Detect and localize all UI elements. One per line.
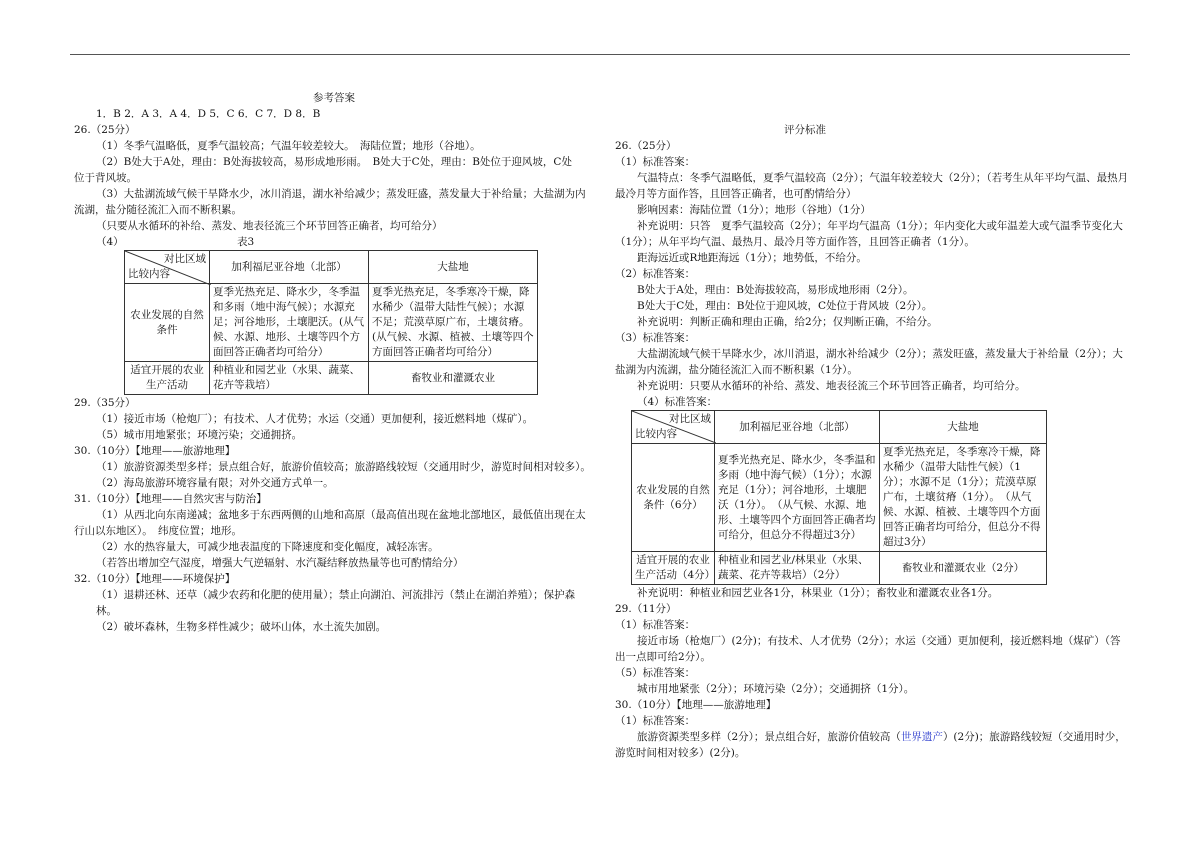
r-s2-line-a: B处大于A处，理由：B处海拔较高，易形成地形雨（2分）。 bbox=[637, 284, 914, 296]
r-q30-s1-line-b: 游览时间相对较多）(2分)。 bbox=[615, 747, 746, 759]
row-header-activities: 适宜开展的农业生产活动 bbox=[125, 362, 210, 395]
r-corner-bottom: 比较内容 bbox=[635, 428, 677, 440]
comparison-table bbox=[124, 250, 538, 395]
col-header-great-basin: 大盐地 bbox=[369, 251, 538, 284]
q31-part1-line1: （1）从西北向东南递减；盆地多于东西两侧的山地和高原（最高值出现在盆地北部地区，最低值出现在太 bbox=[96, 509, 586, 521]
diagonal-line bbox=[125, 251, 211, 285]
scoring-title: 评分标准 bbox=[784, 124, 826, 136]
r-table-corner bbox=[632, 411, 715, 444]
q30-heading: 30.（10分）【地理——旅游地理】 bbox=[74, 445, 236, 457]
r-q30-s1-text-1: 旅游资源类型多样（2分）；景点组合好，旅游价值较高（ bbox=[637, 731, 901, 743]
answer-key-title: 参考答案 bbox=[313, 92, 355, 104]
table-caption: 表3 bbox=[237, 236, 255, 248]
q26-part2-line1: （2）B处大于A处，理由：B处海拔较高，易形成地形雨。 B处大于C处，理由：B处位于迎风坡，C处 bbox=[96, 156, 572, 168]
r-q30-s1-label: （1）标准答案： bbox=[615, 715, 696, 727]
r-s1-line-e: （1分）；从年平均气温、最热月、最冷月等方面作答，且回答正确者（1分）。 bbox=[615, 236, 975, 248]
r-s3-line-a: 大盐湖流域气候干旱降水少，冰川消退，湖水补给减少（2分）；蒸发旺盛，蒸发量大于补给量（2分）；大 bbox=[637, 348, 1123, 360]
r-q29-s1-line-a: 接近市场（枪炮厂）(2分)；有技术、人才优势（2分）；水运（交通）更加便利，接近燃料地（煤矿）（答 bbox=[637, 635, 1121, 647]
r-s3-line-b: 盐湖为内流湖，盐分随径流汇入而不断积累（1分）。 bbox=[615, 364, 858, 376]
r-q29-s1-line-b: 出一点即可给2分）。 bbox=[615, 651, 711, 663]
r-q30-s1-text-2: ）(2分)；旅游路线较短（交通用时少， bbox=[942, 731, 1126, 743]
r-q29-s1-label: （1）标准答案： bbox=[615, 619, 696, 631]
q26-part4-label bbox=[74, 234, 594, 250]
q26-part4-num: （4） bbox=[96, 236, 124, 248]
q31-note: （若答出增加空气湿度，增强大气逆辐射、水汽凝结释放热量等也可酌情给分） bbox=[96, 557, 464, 569]
r-s1-line-c: 影响因素：海陆位置（1分）；地形（谷地）（1分） bbox=[637, 204, 871, 216]
cell-activities-great-basin: 畜牧业和灌溉农业 bbox=[369, 362, 538, 395]
q31-part1-line2: 行山以东地区）。 纬度位置；地形。 bbox=[74, 525, 242, 537]
r-col-header-california: 加利福尼亚谷地（北部） bbox=[715, 411, 880, 444]
q30-part1: （1）旅游资源类型多样；景点组合好，旅游价值较高；旅游路线较短（交通用时少，游览时间相对较多）。 bbox=[96, 461, 591, 473]
r-q29-s5-label: （5）标准答案： bbox=[615, 667, 696, 679]
r-s1-line-f: 距海远近或R地距海远（1分）；地势低，不给分。 bbox=[637, 252, 867, 264]
row-header-conditions: 农业发展的自然条件 bbox=[125, 284, 210, 362]
q29-part1: （1）接近市场（枪炮厂）；有技术、人才优势；水运（交通）更加便利，接近燃料地（煤矿）。 bbox=[96, 413, 534, 425]
q26-part1: （1）冬季气温略低，夏季气温较高；气温年较差较大。 海陆位置；地形（谷地）。 bbox=[96, 140, 481, 152]
q26-heading: 26.（25分） bbox=[74, 124, 136, 136]
r-cell-activities-great-basin: 畜牧业和灌溉农业（2分） bbox=[880, 552, 1047, 585]
q26-part2-line2: 位于背风坡。 bbox=[74, 172, 137, 184]
r-s3-label: （3）标准答案： bbox=[615, 332, 696, 344]
r-q29-s5-line-a: 城市用地紧张（2分）；环境污染（2分）；交通拥挤（1分）。 bbox=[637, 683, 915, 695]
corner-top: 对比区域 bbox=[164, 253, 206, 265]
q32-part1: （1）退耕还林、还草（减少农药和化肥的使用量）；禁止向湖泊、河流排污（禁止在湖泊养殖）；保护森林。 bbox=[96, 589, 576, 617]
cell-conditions-great-basin: 夏季光热充足，冬季寒冷干燥，降水稀少（温带大陆性气候）；水源不足；荒漠草原广布，土壤贫瘠。(从气候、水源、植被、土壤等四个方面回答正确者均可给分） bbox=[369, 284, 538, 362]
r-q29-heading: 29.（11分） bbox=[615, 603, 677, 615]
q30-part2: （2）海岛旅游环境容量有限；对外交通方式单一。 bbox=[96, 477, 334, 489]
r-s2-line-c: 补充说明：判断正确和理由正确，给2分；仅判断正确，不给分。 bbox=[637, 316, 938, 328]
r-row-header-activities: 适宜开展的农业生产活动（4分） bbox=[632, 552, 715, 585]
r-s1-label: （1）标准答案： bbox=[615, 156, 696, 168]
q26-part3-line1: （3）大盐湖流域气候干旱降水少，冰川消退，湖水补给减少；蒸发旺盛，蒸发量大于补给量；大盐湖为内 bbox=[96, 188, 586, 200]
r-cell-conditions-california: 夏季光热充足、降水少，冬季温和多雨（地中海气候）（1分）；水源充足（1分）；河谷地形，土壤肥沃（1分）。 （从气候、水源、地形、土壤等四个方面回答正确者均可给分，但总分不得超过3分） bbox=[715, 444, 880, 552]
top-rule bbox=[70, 54, 1130, 55]
r-q26-heading: 26.（25分） bbox=[615, 140, 677, 152]
r-s1-line-b: 最冷月等方面作答，且回答正确者，也可酌情给分） bbox=[615, 188, 857, 200]
q26-part3-line2: 流湖，盐分随径流汇入而不断积累。 bbox=[74, 204, 242, 216]
r-q30-heading: 30.（10分）【地理——旅游地理】 bbox=[615, 699, 777, 711]
r-col-header-great-basin: 大盐地 bbox=[880, 411, 1047, 444]
mc-answers: 1．B 2．A 3．A 4．D 5．C 6．C 7．D 8．B bbox=[96, 108, 321, 120]
r-s1-line-d: 补充说明：只答 夏季气温较高（2分）；年平均气温高（1分）；年内变化大或年温差大或气温季节变化大 bbox=[637, 220, 1123, 232]
q31-heading: 31.（10分）【地理——自然灾害与防治】 bbox=[74, 493, 267, 505]
r-s3-line-c: 补充说明：只要从水循环的补给、蒸发、地表径流三个环节回答正确者，均可给分。 bbox=[637, 380, 1026, 392]
r-s2-label: （2）标准答案： bbox=[615, 268, 696, 280]
scoring-table bbox=[631, 410, 1047, 585]
q29-heading: 29.（35分） bbox=[74, 397, 136, 409]
r-q30-s1-line-a bbox=[615, 729, 1135, 745]
r-cell-conditions-great-basin: 夏季光热充足，冬季寒冷干燥，降水稀少（温带大陆性气候）（1分）；水源不足（1分）；荒漠草原广布，土壤贫瘠（1分）。 （从气候、水源、植被、土壤等四个方面回答正确者均可给分，但总分不得超过3分） bbox=[880, 444, 1047, 552]
answer-key-column bbox=[74, 90, 594, 635]
cell-conditions-california: 夏季光热充足、降水少，冬季温和多雨（地中海气候）；水源充足；河谷地形，土壤肥沃。(从气候、水源、地形、土壤等四个方面回答正确者均可给分） bbox=[210, 284, 369, 362]
r-s4-label: （4）标准答案： bbox=[637, 396, 718, 408]
q31-part2: （2）水的热容量大，可减少地表温度的下降速度和变化幅度，减轻冻害。 bbox=[96, 541, 439, 553]
q26-part3-note: （只要从水循环的补给、蒸发、地表径流三个环节回答正确者，均可给分） bbox=[96, 220, 443, 232]
col-header-california: 加利福尼亚谷地（北部） bbox=[210, 251, 369, 284]
r-diagonal-line bbox=[632, 411, 716, 443]
q29-part5: （5）城市用地紧张；环境污染；交通拥挤。 bbox=[96, 429, 303, 441]
scoring-standard-column bbox=[615, 122, 1135, 761]
r-row-header-conditions: 农业发展的自然条件（6分） bbox=[632, 444, 715, 552]
q32-part2: （2）破坏森林，生物多样性减少；破坏山体，水土流失加剧。 bbox=[96, 621, 387, 633]
corner-bottom: 比较内容 bbox=[128, 268, 170, 280]
r-corner-top: 对比区域 bbox=[669, 413, 711, 425]
world-heritage-link[interactable]: 世界遗产 bbox=[900, 731, 943, 743]
r-s4-note: 补充说明：种植业和园艺业各1分，林果业（1分）；畜牧业和灌溉农业各1分。 bbox=[637, 587, 999, 599]
r-s2-line-b: B处大于C处，理由：B处位于迎风坡，C处位于背风坡（2分）。 bbox=[637, 300, 933, 312]
q32-heading: 32.（10分）【地理——环境保护】 bbox=[74, 573, 236, 585]
r-s1-line-a: 气温特点：冬季气温略低，夏季气温较高（2分）；气温年较差较大（2分）；（若考生从年平均气温、最热月 bbox=[637, 172, 1129, 184]
cell-activities-california: 种植业和园艺业（水果、蔬菜、花卉等栽培） bbox=[210, 362, 369, 395]
table-corner bbox=[125, 251, 210, 284]
r-cell-activities-california: 种植业和园艺业/林果业（水果、蔬菜、花卉等栽培）（2分） bbox=[715, 552, 880, 585]
